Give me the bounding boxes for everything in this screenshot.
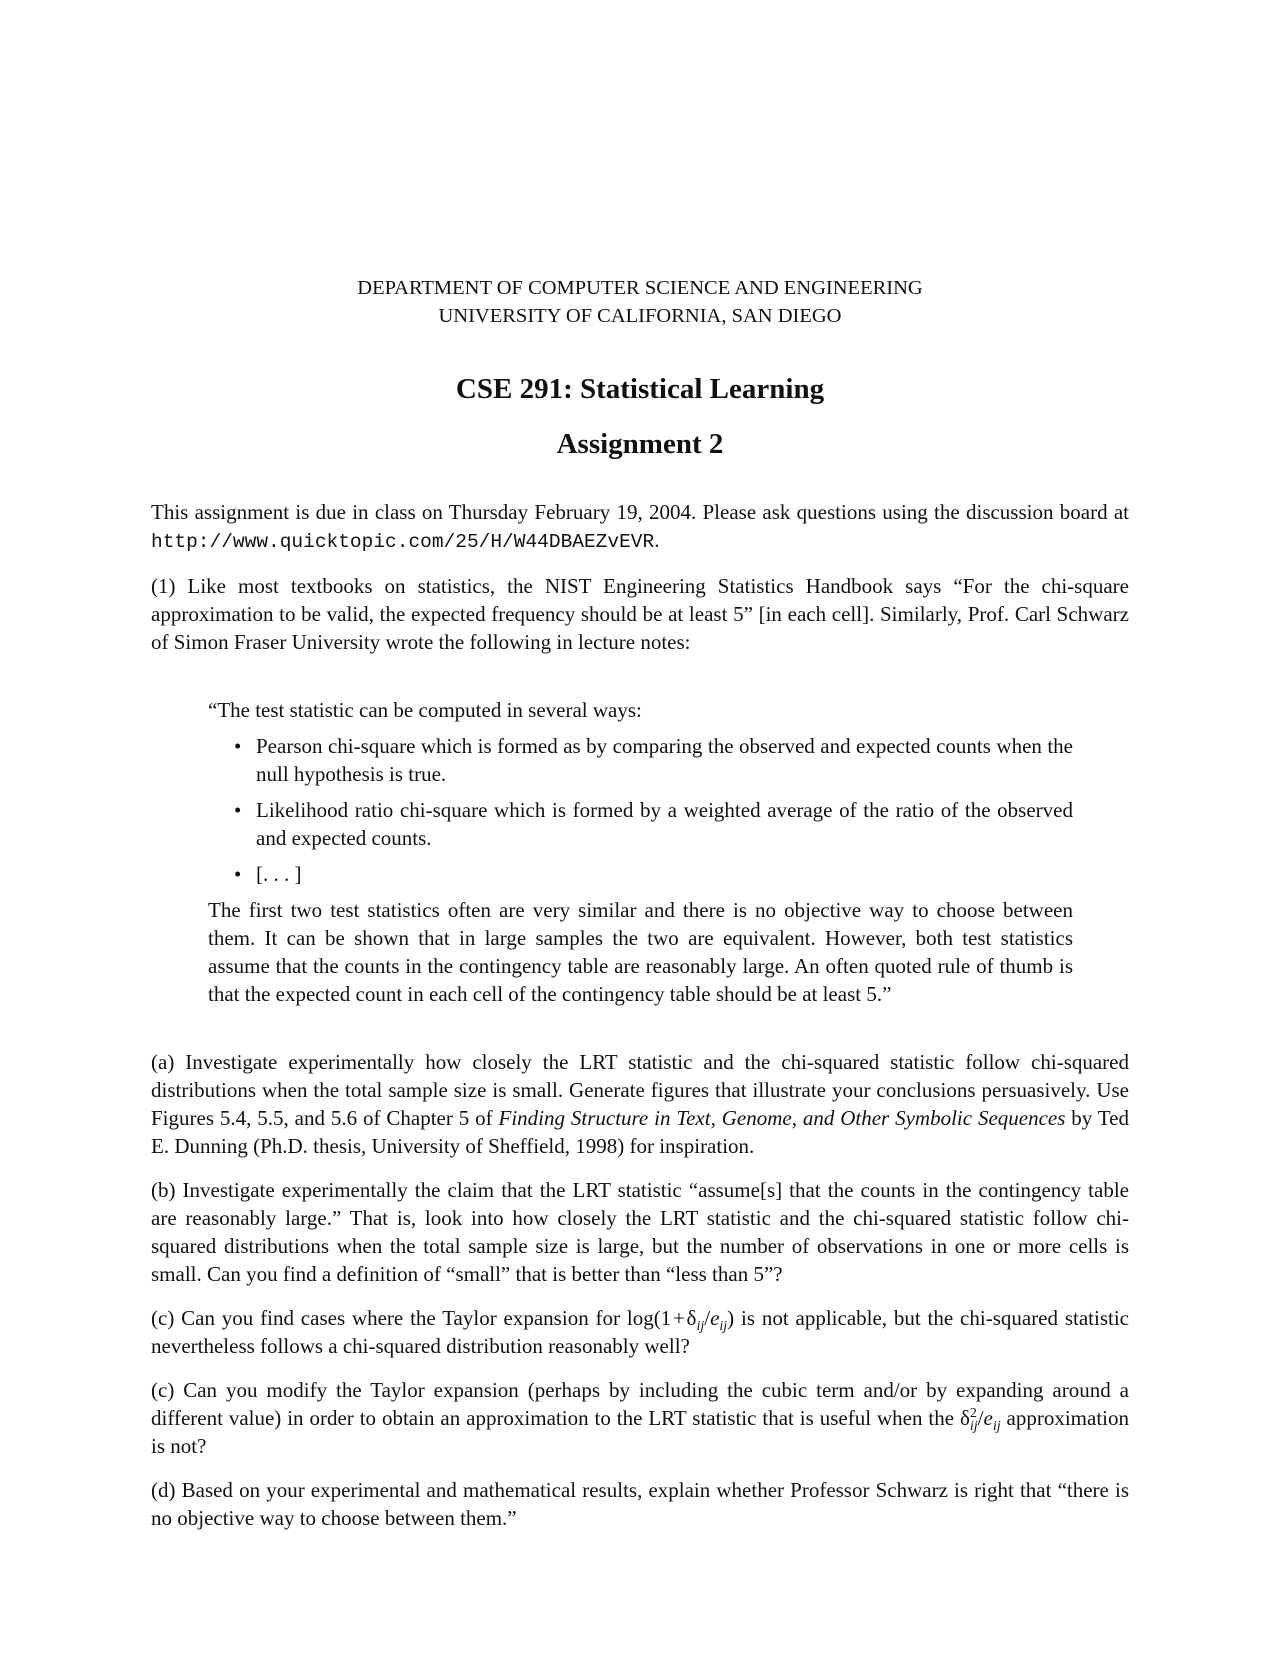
university-heading: UNIVERSITY OF CALIFORNIA, SAN DIEGO [438, 305, 842, 327]
part-a-paragraph [151, 1048, 1129, 1160]
part-d-paragraph: (d) Based on your experimental and mathematical results, explain whether Professor Schwarz is right that “there is no objective way to choose between them.” [151, 1478, 1129, 1530]
list-item-text: [. . . ] [256, 862, 302, 886]
list-item [234, 732, 1073, 788]
intro-paragraph [151, 498, 1129, 556]
discussion-board-url[interactable]: http://www.quicktopic.com/25/H/W44DBAEZvEVR [151, 531, 655, 553]
intro-text: This assignment is due in class on Thursday February 19, 2004. Please ask questions using the discussion board at [151, 500, 1129, 524]
list-item-text: Pearson chi-square which is formed as by comparing the observed and expected counts when the null hypothesis is true. [256, 734, 1073, 786]
bullet-icon: • [234, 862, 242, 886]
list-item [234, 796, 1073, 852]
list-item [234, 860, 1073, 888]
part-b-paragraph: (b) Investigate experimentally the claim that the LRT statistic “assume[s] that the counts in the contingency table are reasonably large.” That is, look into how closely the LRT statistic and the chi-squared statistic follow chi-squared distributions when the total sample size is large, but the number of observations in one or more cells is small. Can you find a definition of “small” that is better than “less than 5”? [151, 1178, 1129, 1286]
taylor-expansion-formula: log(1 + $\delta_{ij}/e_{ij}$) [626, 1306, 735, 1335]
book-title: Finding Structure in Text, Genome, and Other Symbolic Sequences [498, 1106, 1066, 1130]
list-item-text: Likelihood ratio chi-square which is formed by a weighted average of the ratio of the observed and expected counts. [256, 798, 1073, 850]
part-c2-text-end: approximation is not? [151, 1406, 1129, 1458]
department-heading: DEPARTMENT OF COMPUTER SCIENCE AND ENGINEERING [357, 277, 923, 299]
part-c2-paragraph [151, 1376, 1129, 1460]
part-a-text: (a) Investigate experimentally how closely the LRT statistic and the chi-squared statistic follow chi-squared distributions when the total sample size is small. Generate figures that illustrate your conclusions persuasively. Use Figures 5.4, 5.5, and 5.6 of Chapter 5 of [151, 1050, 1129, 1130]
part-a-text-end: by Ted E. Dunning (Ph.D. thesis, University of Sheffield, 1998) for inspiration. [151, 1106, 1129, 1158]
lecture-notes-quote [208, 696, 1073, 1008]
delta-squared-formula: $\delta^2_{ij}/e_{ij}$ [959, 1406, 1001, 1435]
quote-bullet-list [208, 732, 1073, 888]
part-c1-paragraph [151, 1304, 1129, 1360]
part-c2-text: (c) Can you modify the Taylor expansion (perhaps by including the cubic term and/or by expanding around a different value) in order to obtain an approximation to the LRT statistic that is useful when the [151, 1378, 1129, 1430]
part-c1-text: (c) Can you find cases where the Taylor expansion for [151, 1306, 627, 1330]
bullet-icon: • [234, 798, 242, 822]
document-page [151, 274, 1129, 1532]
bullet-icon: • [234, 734, 242, 758]
quote-opening: “The test statistic can be computed in several ways: [208, 698, 642, 722]
part-c1-text-end: is not applicable, but the chi-squared statistic nevertheless follows a chi-squared distribution reasonably well? [151, 1306, 1130, 1358]
question-1-paragraph: (1) Like most textbooks on statistics, the NIST Engineering Statistics Handbook says “For the chi-square approximation to be valid, the expected frequency should be at least 5” [in each cell]. Similarly, Prof. Carl Schwarz of Simon Fraser University wrote the following in lecture notes: [151, 574, 1129, 654]
intro-end: . [654, 528, 660, 552]
assignment-title: Assignment 2 [556, 428, 724, 460]
course-title: CSE 291: Statistical Learning [455, 373, 825, 405]
quote-closing: The first two test statistics often are very similar and there is no objective way to choose between them. It can be shown that in large samples the two are equivalent. However, both test statistics assume that the counts in the contingency table are reasonably large. An often quoted rule of thumb is that the expected count in each cell of the contingency table should be at least 5.” [208, 898, 1073, 1006]
